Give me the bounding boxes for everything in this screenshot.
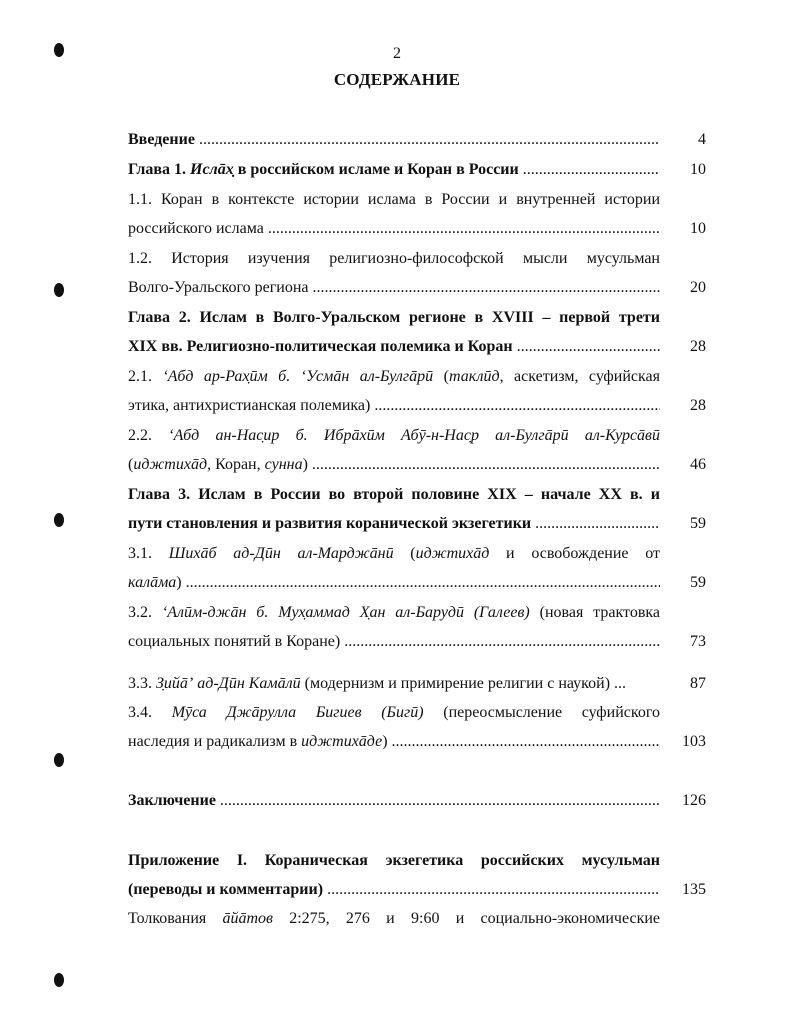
section-number: 3.1. (128, 545, 169, 562)
paren: ) (176, 574, 182, 591)
appendix-text: 2:275, 276 и 9:60 и социально-экономические (272, 910, 660, 927)
toc-page-number: 87 (690, 675, 706, 692)
section-number: 3.2. (128, 604, 162, 621)
author-name: З̣ийāʼ ад-Дӣн Камāлӣ (156, 675, 301, 692)
toc-entry-section-3-4[interactable] (128, 703, 660, 723)
toc-entry-section-2-2[interactable] (128, 426, 660, 446)
author-name: Мӯса Джāрулла Бигиев (Бигӣ) (171, 704, 424, 721)
section-number: 2.1. (128, 368, 163, 385)
toc-entry-chapter-3-cont (128, 514, 660, 534)
binder-hole-mark (54, 973, 64, 987)
chapter-term: Иcлāх̣ (190, 161, 234, 178)
toc-entry-chapter-3[interactable]: Глава 3. Ислам в России во второй половине XIX – начале XX в. и (128, 486, 660, 503)
toc-entry-appendix-interpretations[interactable] (128, 909, 660, 929)
toc-page-number: 135 (682, 881, 706, 898)
toc-entry-appendix-1-cont (128, 880, 660, 900)
chapter-prefix: Глава 1. (128, 161, 190, 178)
toc-entry-chapter-2-cont (128, 337, 660, 357)
toc-page-number: 126 (682, 792, 706, 809)
section-title: этика, антихристианская полемика) (128, 397, 371, 414)
section-title: (переосмысление суфийского (423, 704, 660, 721)
toc-entry-section-3-4-cont (128, 732, 660, 752)
appendix-title: (переводы и комментарии) (128, 881, 324, 898)
binder-hole-mark (54, 753, 64, 767)
section-number: 3.3. (128, 675, 156, 692)
toc-entry-chapter-1[interactable] (128, 160, 660, 180)
toc-entry-appendix-1[interactable]: Приложение I. Кораническая экзегетика российских мусульман (128, 852, 660, 869)
toc-page-number: 4 (698, 131, 706, 148)
toc-entry-section-1-1[interactable]: 1.1. Коран в контексте истории ислама в России и внутренней истории (128, 191, 660, 208)
toc-entry-section-1-2-cont (128, 278, 660, 298)
toc-page-number: 59 (690, 574, 706, 591)
author-name: ʻАлӣм-джāн б. Мух̣аммад Х̣ан ал-Барудӣ (Галеев) (161, 604, 530, 621)
binder-hole-mark (54, 283, 64, 297)
toc-entry-section-1-2[interactable]: 1.2. История изучения религиозно-философской мысли мусульман (128, 250, 660, 267)
section-number: 3.4. (128, 704, 172, 721)
section-number: 2.2. (128, 427, 169, 444)
toc-entry-label: Введение (128, 131, 195, 148)
author-name: Шихāб ад-Дӣн ал-Марджāнӣ (168, 545, 394, 562)
toc-page-number: 10 (690, 161, 706, 178)
toc-page-number: 103 (682, 733, 706, 750)
toc-entry-section-3-3[interactable] (128, 674, 660, 694)
toc-page-number: 10 (690, 220, 706, 237)
chapter-title: XIX вв. Религиозно-политическая полемика и Коран (128, 338, 513, 355)
term: иджтихāд (133, 456, 208, 473)
toc-page-number: 20 (690, 279, 706, 296)
section-title: и освобождение от (489, 545, 660, 562)
page-number: 2 (393, 45, 401, 62)
paren: ( (393, 545, 416, 562)
toc-entry-section-2-1[interactable] (128, 367, 660, 387)
paren: ) (302, 456, 308, 473)
appendix-text: Толкования (128, 910, 223, 927)
toc-entry-section-3-1-cont (128, 573, 660, 593)
paren: ) (382, 733, 388, 750)
section-title: , Коран, (207, 456, 265, 473)
toc-entry-section-2-1-cont (128, 396, 660, 416)
term: иджтихāд (415, 545, 490, 562)
term: āйāтов (222, 910, 273, 927)
toc-entry-section-3-2[interactable] (128, 603, 660, 623)
binder-hole-mark (54, 513, 64, 527)
toc-entry-introduction[interactable] (128, 130, 660, 150)
section-title: наследия и радикализм в (128, 733, 302, 750)
toc-page-number: 28 (690, 397, 706, 414)
chapter-title: в российском исламе и Коран в России (233, 161, 519, 178)
toc-page-number: 46 (690, 456, 706, 473)
author-name: ʻАбд ан-Нас̣ир б. Ибрāхӣм Абӯ-н-Нас̣р ал-Булгāрӣ ал-Курсāвӣ (168, 427, 660, 444)
paren: ( (433, 368, 449, 385)
page-title: СОДЕРЖАНИЕ (333, 70, 461, 89)
section-title: социальных понятий в Коране) (128, 633, 341, 650)
author-name: ʻАбд ар-Рах̣ӣм б. ʻУсмāн ал-Булгāрӣ (162, 368, 434, 385)
toc-entry-section-2-2-cont (128, 455, 660, 475)
toc-entry-chapter-2[interactable]: Глава 2. Ислам в Волго-Уральском регионе в XVIII – первой трети (128, 309, 660, 326)
term: таклӣд (448, 368, 500, 385)
toc-entry-section-1-1-cont (128, 219, 660, 239)
section-title: , аскетизм, суфийская (499, 368, 660, 385)
term: иджтихāде (301, 733, 383, 750)
toc-entry-section-3-1[interactable] (128, 544, 660, 564)
paren: ( (128, 456, 134, 473)
section-title: (новая трактовка (529, 604, 660, 621)
toc-entry-section-3-2-cont (128, 632, 660, 652)
section-title: российского ислама (128, 220, 264, 237)
toc-entry-conclusion[interactable] (128, 791, 660, 811)
term: калāма (128, 574, 177, 591)
toc-page-number: 73 (690, 633, 706, 650)
section-title: (модернизм и примирение религии с наукой) ... (300, 675, 627, 692)
term: сунна (264, 456, 303, 473)
toc-page-number: 28 (690, 338, 706, 355)
toc-entry-label: Заключение (128, 792, 216, 809)
chapter-title: пути становления и развития коранической экзегетики (128, 515, 532, 532)
section-title: Волго-Уральского региона (128, 279, 309, 296)
toc-page-number: 59 (690, 515, 706, 532)
